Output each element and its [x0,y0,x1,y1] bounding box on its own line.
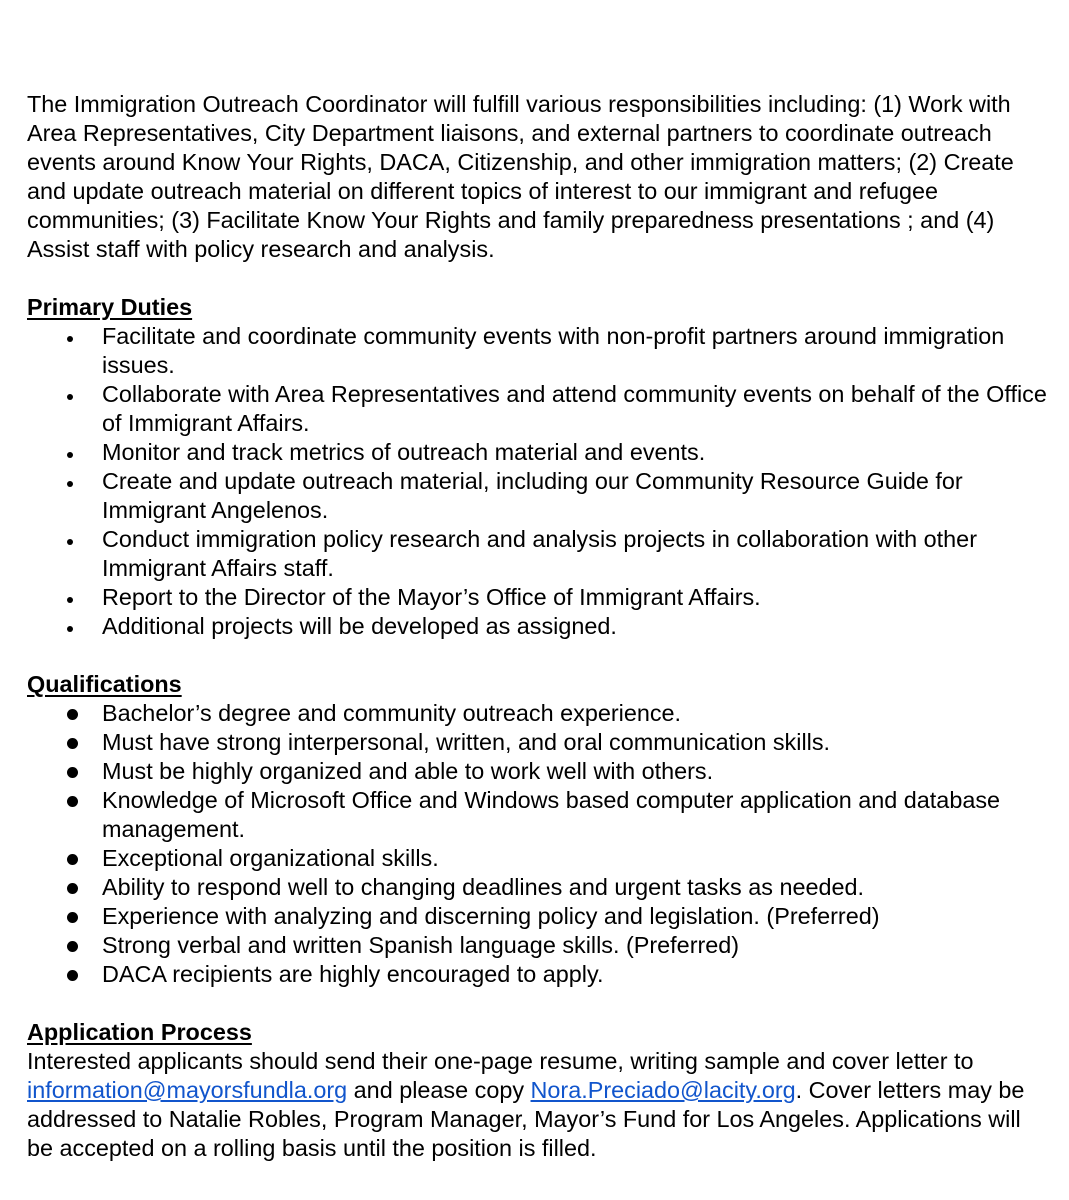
email-link-information[interactable]: information@mayorsfundla.org [27,1077,348,1103]
bullet-icon [27,931,102,960]
qualification-item: Bachelor’s degree and community outreach experience. [27,699,1047,728]
application-process-heading: Application Process [27,1019,252,1045]
qualification-item: Ability to respond well to changing deadlines and urgent tasks as needed. [27,873,1047,902]
bullet-icon [27,322,102,351]
application-paragraph: Interested applicants should send their one-page resume, writing sample and cover letter to information@mayorsfundla.org and please copy Nora.Preciado@lacity.org. Cover letters may be addressed to Natalie Robles, Program Manager, Mayor’s Fund for Los Angeles. Applications will be accepted on a rolling basis until the position is filled. [27,1048,1025,1161]
bullet-icon [27,902,102,931]
bullet-icon [27,757,102,786]
bullet-icon [27,438,102,467]
qualifications-heading: Qualifications [27,671,182,697]
duty-item: Create and update outreach material, including our Community Resource Guide for Immigrant Angelenos. [27,467,1047,525]
email-link-nora[interactable]: Nora.Preciado@lacity.org [530,1077,796,1103]
bullet-icon [27,699,102,728]
bullet-icon [27,960,102,989]
bullet-icon [27,844,102,873]
qualification-item: Strong verbal and written Spanish language skills. (Preferred) [27,931,1047,960]
primary-duties-list [27,322,1047,641]
bullet-icon [27,525,102,554]
duty-item: Monitor and track metrics of outreach material and events. [27,438,1047,467]
duty-item: Collaborate with Area Representatives and attend community events on behalf of the Office of Immigrant Affairs. [27,380,1047,438]
bullet-icon [27,612,102,641]
primary-duties-heading: Primary Duties [27,294,193,320]
duty-item: Additional projects will be developed as assigned. [27,612,1047,641]
bullet-icon [27,583,102,612]
qualification-item: DACA recipients are highly encouraged to apply. [27,960,1047,989]
qualification-item: Must have strong interpersonal, written, and oral communication skills. [27,728,1047,757]
bullet-icon [27,380,102,409]
qualification-item: Knowledge of Microsoft Office and Windows based computer application and database management. [27,786,1047,844]
bullet-icon [27,728,102,757]
qualification-item: Exceptional organizational skills. [27,844,1047,873]
qualification-item: Experience with analyzing and discerning policy and legislation. (Preferred) [27,902,1047,931]
duty-item: Conduct immigration policy research and analysis projects in collaboration with other Immigrant Affairs staff. [27,525,1047,583]
bullet-icon [27,873,102,902]
duty-item: Report to the Director of the Mayor’s Office of Immigrant Affairs. [27,583,1047,612]
qualifications-list [27,699,1047,989]
document-page [27,90,1047,1163]
qualification-item: Must be highly organized and able to work well with others. [27,757,1047,786]
duty-item: Facilitate and coordinate community events with non-profit partners around immigration issues. [27,322,1047,380]
bullet-icon [27,467,102,496]
intro-paragraph: The Immigration Outreach Coordinator will fulfill various responsibilities including: (1) Work with Area Representatives, City Department liaisons, and external partners to coordinate outreach events around Know Your Rights, DACA, Citizenship, and other immigration matters; (2) Create and update outreach material on different topics of interest to our immigrant and refugee communities; (3) Facilitate Know Your Rights and family preparedness presentations ; and (4) Assist staff with policy research and analysis. [27,91,1014,262]
bullet-icon [27,786,102,815]
